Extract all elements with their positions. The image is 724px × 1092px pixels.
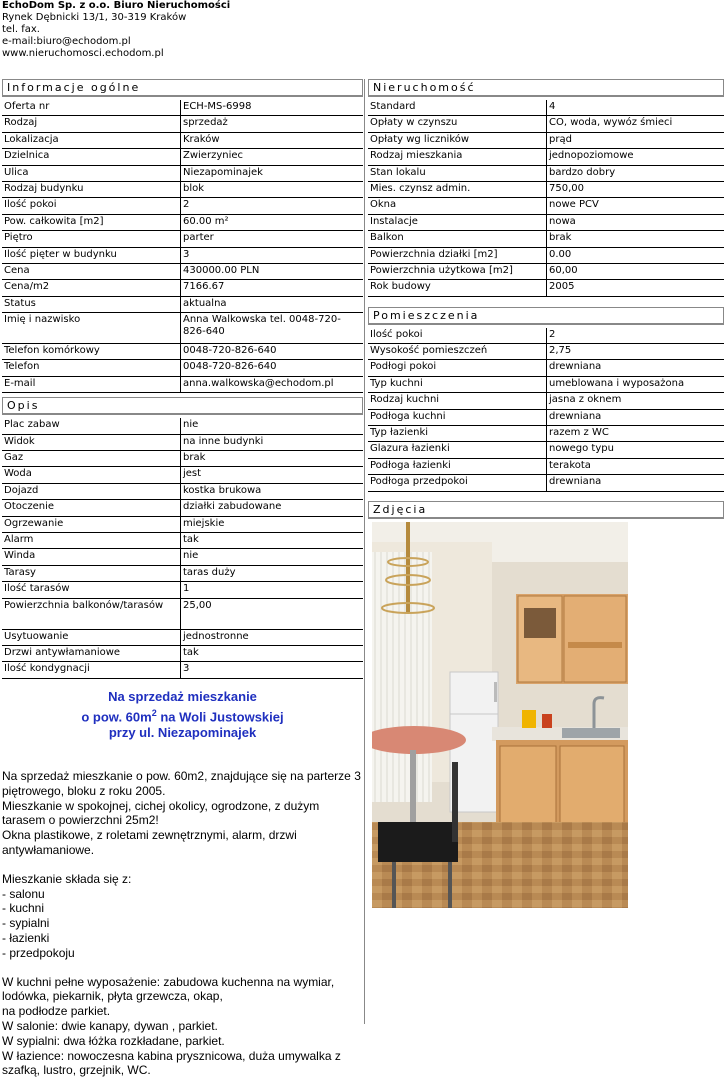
opis-row: [2, 549, 363, 565]
rooms-value: umeblowana i wyposażona: [546, 377, 724, 392]
right-column: [368, 79, 724, 908]
opis-value: 25,00: [180, 599, 363, 629]
general-info-label: Dzielnica: [4, 150, 50, 162]
general-info-value: 2: [180, 198, 363, 213]
opis-row: [2, 451, 363, 467]
rooms-label: Ilość pokoi: [370, 328, 423, 340]
rooms-value: drewniana: [546, 410, 724, 425]
property-row: [368, 215, 724, 231]
property-label: Powierzchnia użytkowa [m2]: [370, 264, 513, 276]
opis-row: [2, 630, 363, 646]
left-column: [2, 79, 363, 1092]
opis-table: [2, 418, 363, 678]
opis-label: Widok: [4, 435, 35, 447]
general-info-value: 60.00 m²: [180, 215, 363, 230]
general-info-row: [2, 360, 363, 376]
general-info-value: aktualna: [180, 297, 363, 312]
opis-value: tak: [180, 646, 363, 661]
opis-label: Usytuowanie: [4, 630, 69, 642]
general-info-label: Piętro: [4, 232, 33, 244]
property-row: [368, 231, 724, 247]
property-label: Stan lokalu: [370, 166, 426, 178]
opis-row: [2, 418, 363, 434]
property-label: Instalacje: [370, 215, 418, 227]
property-label: Rok budowy: [370, 281, 431, 293]
opis-value: tak: [180, 533, 363, 548]
general-info-label: Cena/m2: [4, 281, 50, 293]
opis-row: [2, 484, 363, 500]
property-row: [368, 248, 724, 264]
rooms-value: terakota: [546, 459, 724, 474]
opis-label: Ogrzewanie: [4, 517, 64, 529]
general-info-value: 0048-720-826-640: [180, 360, 363, 375]
rooms-label: Typ kuchni: [370, 377, 423, 389]
rooms-value: drewniana: [546, 475, 724, 490]
company-name: EchoDom Sp. z o.o. Biuro Nieruchomości: [2, 0, 231, 11]
kitchen-photo-image: [372, 522, 628, 908]
general-info-label: Pow. całkowita [m2]: [4, 215, 104, 227]
property-value: 2005: [546, 280, 724, 295]
opis-label: Plac zabaw: [4, 419, 60, 431]
rooms-row: [368, 442, 724, 458]
general-info-label: Cena: [4, 264, 30, 276]
general-info-value: 7166.67: [180, 280, 363, 295]
opis-value: 1: [180, 582, 363, 597]
kitchen-photo[interactable]: [372, 522, 628, 908]
general-info-row: [2, 198, 363, 214]
rooms-row: [368, 360, 724, 376]
property-label: Opłaty wg liczników: [370, 133, 470, 145]
headline-line-2: o pow. $60m^2$ na Woli Justowskiej: [81, 707, 284, 725]
description-equipment: W kuchni pełne wyposażenie: zabudowa kuchenna na wymiar, lodówka, piekarnik, płyta grzewcza, okap, na podłodze parkiet. W salonie: dwie kanapy, dywan , parkiet. W sypialni: dwa łóżka rozkładane, parkiet. W łazience: nowoczesna kabina prysznicowa, duża umywalka z szafką, lustro, grzejnik, WC.: [2, 974, 341, 1078]
general-info-row: [2, 264, 363, 280]
rooms-row: [368, 475, 724, 491]
opis-label: Dojazd: [4, 484, 39, 496]
headline-line-3: przy ul. Niezapominajek: [108, 725, 257, 741]
company-email: e-mail:biuro@echodom.pl: [2, 36, 131, 47]
property-label: Powierzchnia działki [m2]: [370, 248, 498, 260]
rooms-value: razem z WC: [546, 426, 724, 441]
section-title-photos: Zdjęcia: [368, 501, 724, 519]
general-info-label: Imię i nazwisko: [4, 314, 81, 326]
property-label: Mies. czynsz admin.: [370, 182, 471, 194]
property-row: [368, 198, 724, 214]
general-info-label: Oferta nr: [4, 101, 50, 112]
general-info-row: [2, 100, 363, 116]
headline-line-1: Na sprzedaż mieszkanie: [108, 688, 257, 704]
section-title-property: Nieruchomość: [368, 79, 724, 97]
opis-row: [2, 533, 363, 549]
opis-row: [2, 500, 363, 516]
column-divider: [364, 79, 365, 1024]
opis-label: Winda: [4, 550, 36, 562]
opis-label: Otoczenie: [4, 501, 55, 513]
general-info-value: 3: [180, 248, 363, 263]
general-info-value: parter: [180, 231, 363, 246]
opis-value: jednostronne: [180, 630, 363, 645]
opis-row: [2, 646, 363, 662]
rooms-label: Rodzaj kuchni: [370, 394, 440, 406]
opis-label: Woda: [4, 468, 32, 480]
general-info-value: Niezapominajek: [180, 166, 363, 181]
property-label: Standard: [370, 101, 416, 112]
property-value: prąd: [546, 133, 724, 148]
property-value: 750,00: [546, 182, 724, 197]
property-value: CO, woda, wywóz śmieci: [546, 116, 724, 131]
opis-row: [2, 582, 363, 598]
rooms-table: [368, 328, 724, 492]
general-info-label: Status: [4, 297, 36, 309]
property-row: [368, 100, 724, 116]
opis-value: nie: [180, 549, 363, 564]
company-phone: tel. fax.: [2, 24, 40, 35]
opis-value: brak: [180, 451, 363, 466]
rooms-label: Podłogi pokoi: [370, 361, 437, 373]
property-value: bardzo dobry: [546, 166, 724, 181]
offer-headline: [2, 689, 363, 741]
general-info-label: Lokalizacja: [4, 133, 59, 145]
opis-label: Powierzchnia balkonów/tarasów: [4, 599, 164, 611]
opis-value: jest: [180, 467, 363, 482]
property-value: brak: [546, 231, 724, 246]
general-info-value: 430000.00 PLN: [180, 264, 363, 279]
opis-row: [2, 467, 363, 483]
rooms-label: Podłoga przedpokoi: [370, 476, 468, 488]
general-info-value: blok: [180, 182, 363, 197]
opis-value: nie: [180, 418, 363, 433]
opis-row: [2, 662, 363, 678]
offer-description: [2, 769, 363, 1078]
rooms-label: Glazura łazienki: [370, 443, 450, 455]
general-info-label: Ilość pokoi: [4, 199, 57, 211]
rooms-value: nowego typu: [546, 442, 724, 457]
general-info-label: Telefon komórkowy: [4, 345, 100, 357]
general-info-row: [2, 182, 363, 198]
description-rooms: Mieszkanie składa się z: - salonu - kuchni - sypialni - łazienki - przedpokoju: [2, 871, 132, 960]
rooms-row: [368, 410, 724, 426]
property-label: Okna: [370, 199, 397, 211]
property-row: [368, 280, 724, 296]
general-info-row: [2, 313, 363, 344]
general-info-table: [2, 100, 363, 393]
rooms-row: [368, 328, 724, 344]
rooms-label: Typ łazienki: [370, 427, 429, 439]
rooms-row: [368, 377, 724, 393]
opis-value: miejskie: [180, 517, 363, 532]
rooms-label: Wysokość pomieszczeń: [370, 345, 488, 357]
general-info-row: [2, 280, 363, 296]
general-info-row: [2, 377, 363, 393]
agency-header: [2, 0, 230, 60]
general-info-label: Rodzaj budynku: [4, 182, 84, 194]
opis-row: [2, 517, 363, 533]
general-info-value: Anna Walkowska tel. 0048-720-826-640: [180, 313, 363, 343]
property-value: jednopoziomowe: [546, 149, 724, 164]
property-row: [368, 149, 724, 165]
general-info-label: Ulica: [4, 166, 29, 178]
property-table: [368, 100, 724, 297]
general-info-row: [2, 133, 363, 149]
section-title-general: Informacje ogólne: [2, 79, 363, 97]
general-info-label: Telefon: [4, 361, 40, 373]
rooms-row: [368, 344, 724, 360]
section-title-opis: Opis: [2, 397, 363, 415]
general-info-value: ECH-MS-6998: [180, 100, 363, 115]
general-info-value: 0048-720-826-640: [180, 344, 363, 359]
opis-label: Drzwi antywłamaniowe: [4, 646, 121, 658]
general-info-value: sprzedaż: [180, 116, 363, 131]
opis-row: [2, 435, 363, 451]
property-value: 60,00: [546, 264, 724, 279]
general-info-row: [2, 116, 363, 132]
rooms-value: 2: [546, 328, 724, 343]
opis-label: Gaz: [4, 452, 24, 464]
property-value: nowe PCV: [546, 198, 724, 213]
general-info-row: [2, 344, 363, 360]
general-info-row: [2, 297, 363, 313]
opis-row: [2, 599, 363, 630]
rooms-value: jasna z oknem: [546, 393, 724, 408]
property-value: nowa: [546, 215, 724, 230]
general-info-value: anna.walkowska@echodom.pl: [180, 377, 363, 392]
general-info-row: [2, 166, 363, 182]
general-info-label: E-mail: [4, 377, 36, 389]
property-label: Balkon: [370, 232, 404, 244]
general-info-label: Rodzaj: [4, 117, 38, 129]
rooms-row: [368, 459, 724, 475]
general-info-row: [2, 215, 363, 231]
opis-label: Tarasy: [4, 566, 36, 578]
property-row: [368, 166, 724, 182]
rooms-row: [368, 393, 724, 409]
opis-value: działki zabudowane: [180, 500, 363, 515]
company-website: www.nieruchomosci.echodom.pl: [2, 48, 164, 59]
rooms-value: 2,75: [546, 344, 724, 359]
property-label: Rodzaj mieszkania: [370, 150, 463, 162]
opis-label: Ilość tarasów: [4, 583, 70, 595]
property-value: 0.00: [546, 248, 724, 263]
opis-value: na inne budynki: [180, 435, 363, 450]
general-info-row: [2, 248, 363, 264]
property-row: [368, 133, 724, 149]
section-title-rooms: Pomieszczenia: [368, 307, 724, 325]
property-value: 4: [546, 100, 724, 115]
general-info-value: Kraków: [180, 133, 363, 148]
property-row: [368, 116, 724, 132]
opis-row: [2, 566, 363, 582]
general-info-value: Zwierzyniec: [180, 149, 363, 164]
opis-value: kostka brukowa: [180, 484, 363, 499]
property-row: [368, 182, 724, 198]
property-row: [368, 264, 724, 280]
opis-value: taras duży: [180, 566, 363, 581]
rooms-label: Podłoga kuchni: [370, 410, 446, 422]
general-info-label: Ilość pięter w budynku: [4, 248, 117, 260]
property-label: Opłaty w czynszu: [370, 117, 458, 129]
general-info-row: [2, 231, 363, 247]
company-address: Rynek Dębnicki 13/1, 30-319 Kraków: [2, 12, 187, 23]
rooms-row: [368, 426, 724, 442]
rooms-value: drewniana: [546, 360, 724, 375]
general-info-row: [2, 149, 363, 165]
opis-label: Ilość kondygnacji: [4, 663, 90, 675]
opis-value: 3: [180, 662, 363, 677]
rooms-label: Podłoga łazienki: [370, 459, 451, 471]
description-intro: Na sprzedaż mieszkanie o pow. 60m2, znajdujące się na parterze 3 piętrowego, bloku z roku 2005. Mieszkanie w spokojnej, cichej okolicy, ogrodzone, z dużym tarasem o powierzchni 25m2! Okna plastikowe, z roletami zewnętrznymi, alarm, drzwi antywłamaniowe.: [2, 769, 361, 858]
opis-label: Alarm: [4, 533, 34, 545]
